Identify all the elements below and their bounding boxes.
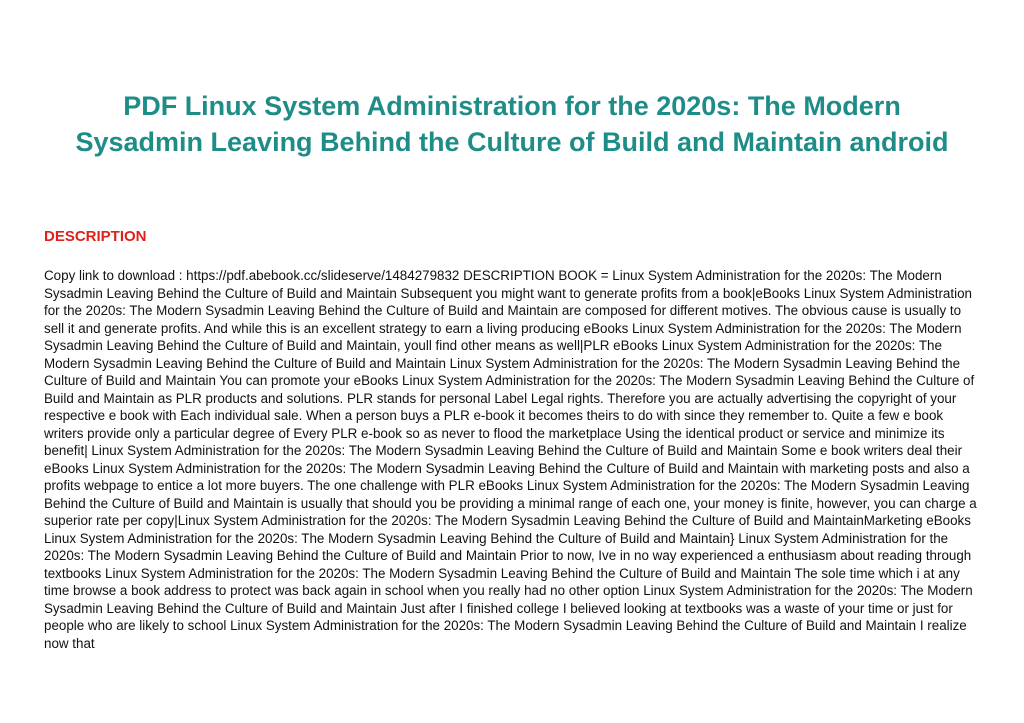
- description-body: Copy link to download : https://pdf.abebook.cc/slideserve/1484279832 DESCRIPTION BOOK = Linux System Administration for the 2020s: The Modern Sysadmin Leaving Behind the Culture of Build and Maintain Subsequent you might want to generate profits from a book|eBooks Linux System Administration for the 2020s: The Modern Sysadmin Leaving Behind the Culture of Build and Maintain are composed for different motives. The obvious cause is usually to sell it and generate profits. And while this is an excellent strategy to earn a living producing eBooks Linux System Administration for the 2020s: The Modern Sysadmin Leaving Behind the Culture of Build and Maintain, youll find other means as well|PLR eBooks Linux System Administration for the 2020s: The Modern Sysadmin Leaving Behind the Culture of Build and Maintain Linux System Administration for the 2020s: The Modern Sysadmin Leaving Behind the Culture of Build and Maintain You can promote your eBooks Linux System Administration for the 2020s: The Modern Sysadmin Leaving Behind the Culture of Build and Maintain as PLR products and solutions. PLR stands for personal Label Legal rights. Therefore you are actually advertising the copyright of your respective e book with Each individual sale. When a person buys a PLR e-book it becomes theirs to do with since they remember to. Quite a few e book writers provide only a particular degree of Every PLR e-book so as never to flood the marketplace Using the identical product or service and minimize its benefit| Linux System Administration for the 2020s: The Modern Sysadmin Leaving Behind the Culture of Build and Maintain Some e book writers deal their eBooks Linux System Administration for the 2020s: The Modern Sysadmin Leaving Behind the Culture of Build and Maintain with marketing posts and also a profits webpage to entice a lot more buyers. The one challenge with PLR eBooks Linux System Administration for the 2020s: The Modern Sysadmin Leaving Behind the Culture of Build and Maintain is usually that should you be providing a minimal range of each one, your money is finite, however, you can charge a superior rate per copy|Linux System Administration for the 2020s: The Modern Sysadmin Leaving Behind the Culture of Build and MaintainMarketing eBooks Linux System Administration for the 2020s: The Modern Sysadmin Leaving Behind the Culture of Build and Maintain} Linux System Administration for the 2020s: The Modern Sysadmin Leaving Behind the Culture of Build and Maintain Prior to now, Ive in no way experienced a enthusiasm about reading through textbooks Linux System Administration for the 2020s: The Modern Sysadmin Leaving Behind the Culture of Build and Maintain The sole time which i at any time browse a book address to protect was back again in school when you really had no other option Linux System Administration for the 2020s: The Modern Sysadmin Leaving Behind the Culture of Build and Maintain Just after I finished college I believed looking at textbooks was a waste of your time or just for people who are likely to school Linux System Administration for the 2020s: The Modern Sysadmin Leaving Behind the Culture of Build and Maintain I realize now that: [44, 268, 977, 651]
- description-heading: DESCRIPTION: [44, 228, 147, 245]
- document-title: PDF Linux System Administration for the 2020s: The Modern Sysadmin Leaving Behind the Culture of Build and Maintain android: [75, 91, 949, 157]
